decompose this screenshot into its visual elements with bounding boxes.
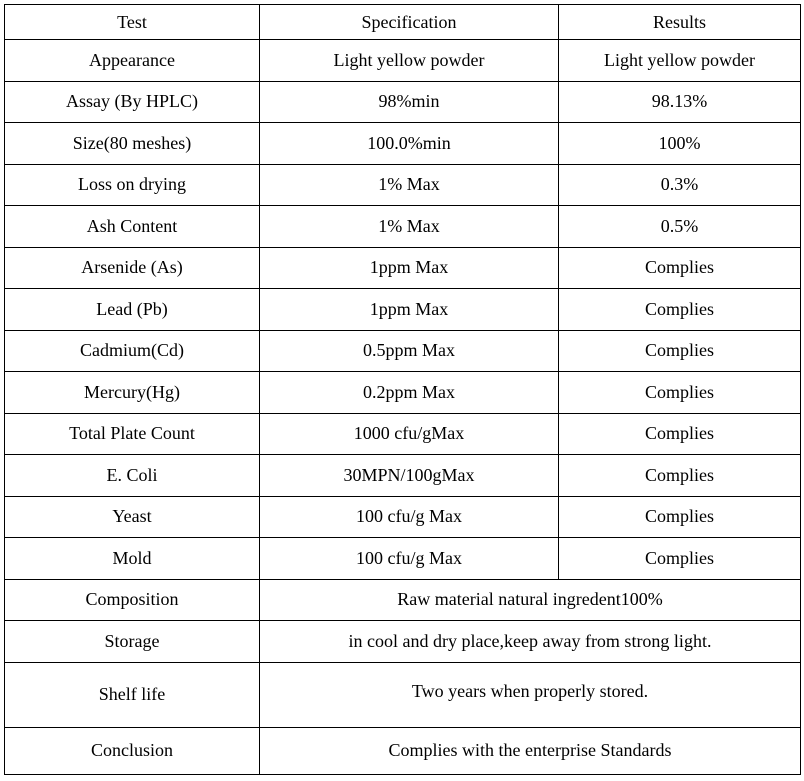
table-row — [5, 455, 801, 497]
test-name: Lead (Pb) — [5, 289, 260, 331]
test-result: Complies — [559, 289, 801, 331]
table-row — [5, 372, 801, 414]
test-result: Complies — [559, 330, 801, 372]
storage-row — [5, 621, 801, 663]
test-spec: 1ppm Max — [260, 289, 559, 331]
header-specification: Specification — [260, 5, 559, 40]
conclusion-row — [5, 727, 801, 774]
test-spec: 100.0%min — [260, 123, 559, 165]
test-spec: 1% Max — [260, 164, 559, 206]
composition-label: Composition — [5, 579, 260, 621]
test-spec: 0.2ppm Max — [260, 372, 559, 414]
test-result: Complies — [559, 496, 801, 538]
test-spec: 0.5ppm Max — [260, 330, 559, 372]
conclusion-label: Conclusion — [5, 727, 260, 774]
test-spec: 100 cfu/g Max — [260, 538, 559, 580]
test-result: Complies — [559, 413, 801, 455]
test-spec: 98%min — [260, 81, 559, 123]
test-name: Cadmium(Cd) — [5, 330, 260, 372]
composition-value: Raw material natural ingredent100% — [260, 579, 801, 621]
conclusion-value: Complies with the enterprise Standards — [260, 727, 801, 774]
test-spec: 1000 cfu/gMax — [260, 413, 559, 455]
test-result: 98.13% — [559, 81, 801, 123]
table-row — [5, 538, 801, 580]
test-spec: 1ppm Max — [260, 247, 559, 289]
table-row — [5, 40, 801, 82]
composition-row — [5, 579, 801, 621]
test-name: Arsenide (As) — [5, 247, 260, 289]
test-name: Mercury(Hg) — [5, 372, 260, 414]
test-spec: 100 cfu/g Max — [260, 496, 559, 538]
test-name: Total Plate Count — [5, 413, 260, 455]
test-name: Mold — [5, 538, 260, 580]
test-name: Size(80 meshes) — [5, 123, 260, 165]
table-row — [5, 413, 801, 455]
table-row — [5, 247, 801, 289]
table-row — [5, 123, 801, 165]
test-name: Yeast — [5, 496, 260, 538]
test-result: 0.3% — [559, 164, 801, 206]
shelf-life-row — [5, 662, 801, 727]
test-result: Complies — [559, 455, 801, 497]
table-row — [5, 496, 801, 538]
test-spec: Light yellow powder — [260, 40, 559, 82]
test-spec: 1% Max — [260, 206, 559, 248]
storage-label: Storage — [5, 621, 260, 663]
test-spec: 30MPN/100gMax — [260, 455, 559, 497]
test-name: E. Coli — [5, 455, 260, 497]
test-name: Loss on drying — [5, 164, 260, 206]
header-test: Test — [5, 5, 260, 40]
test-name: Appearance — [5, 40, 260, 82]
shelf-life-value: Two years when properly stored. — [260, 662, 801, 727]
table-row — [5, 164, 801, 206]
table-row — [5, 206, 801, 248]
test-result: Complies — [559, 538, 801, 580]
test-result: Complies — [559, 247, 801, 289]
table-row — [5, 330, 801, 372]
test-result: 0.5% — [559, 206, 801, 248]
table-row — [5, 81, 801, 123]
storage-value: in cool and dry place,keep away from strong light. — [260, 621, 801, 663]
header-results: Results — [559, 5, 801, 40]
test-name: Assay (By HPLC) — [5, 81, 260, 123]
test-result: Complies — [559, 372, 801, 414]
test-result: 100% — [559, 123, 801, 165]
test-result: Light yellow powder — [559, 40, 801, 82]
table-row — [5, 289, 801, 331]
header-row — [5, 5, 801, 40]
shelf-life-label: Shelf life — [5, 662, 260, 727]
test-name: Ash Content — [5, 206, 260, 248]
specification-table — [4, 4, 801, 775]
